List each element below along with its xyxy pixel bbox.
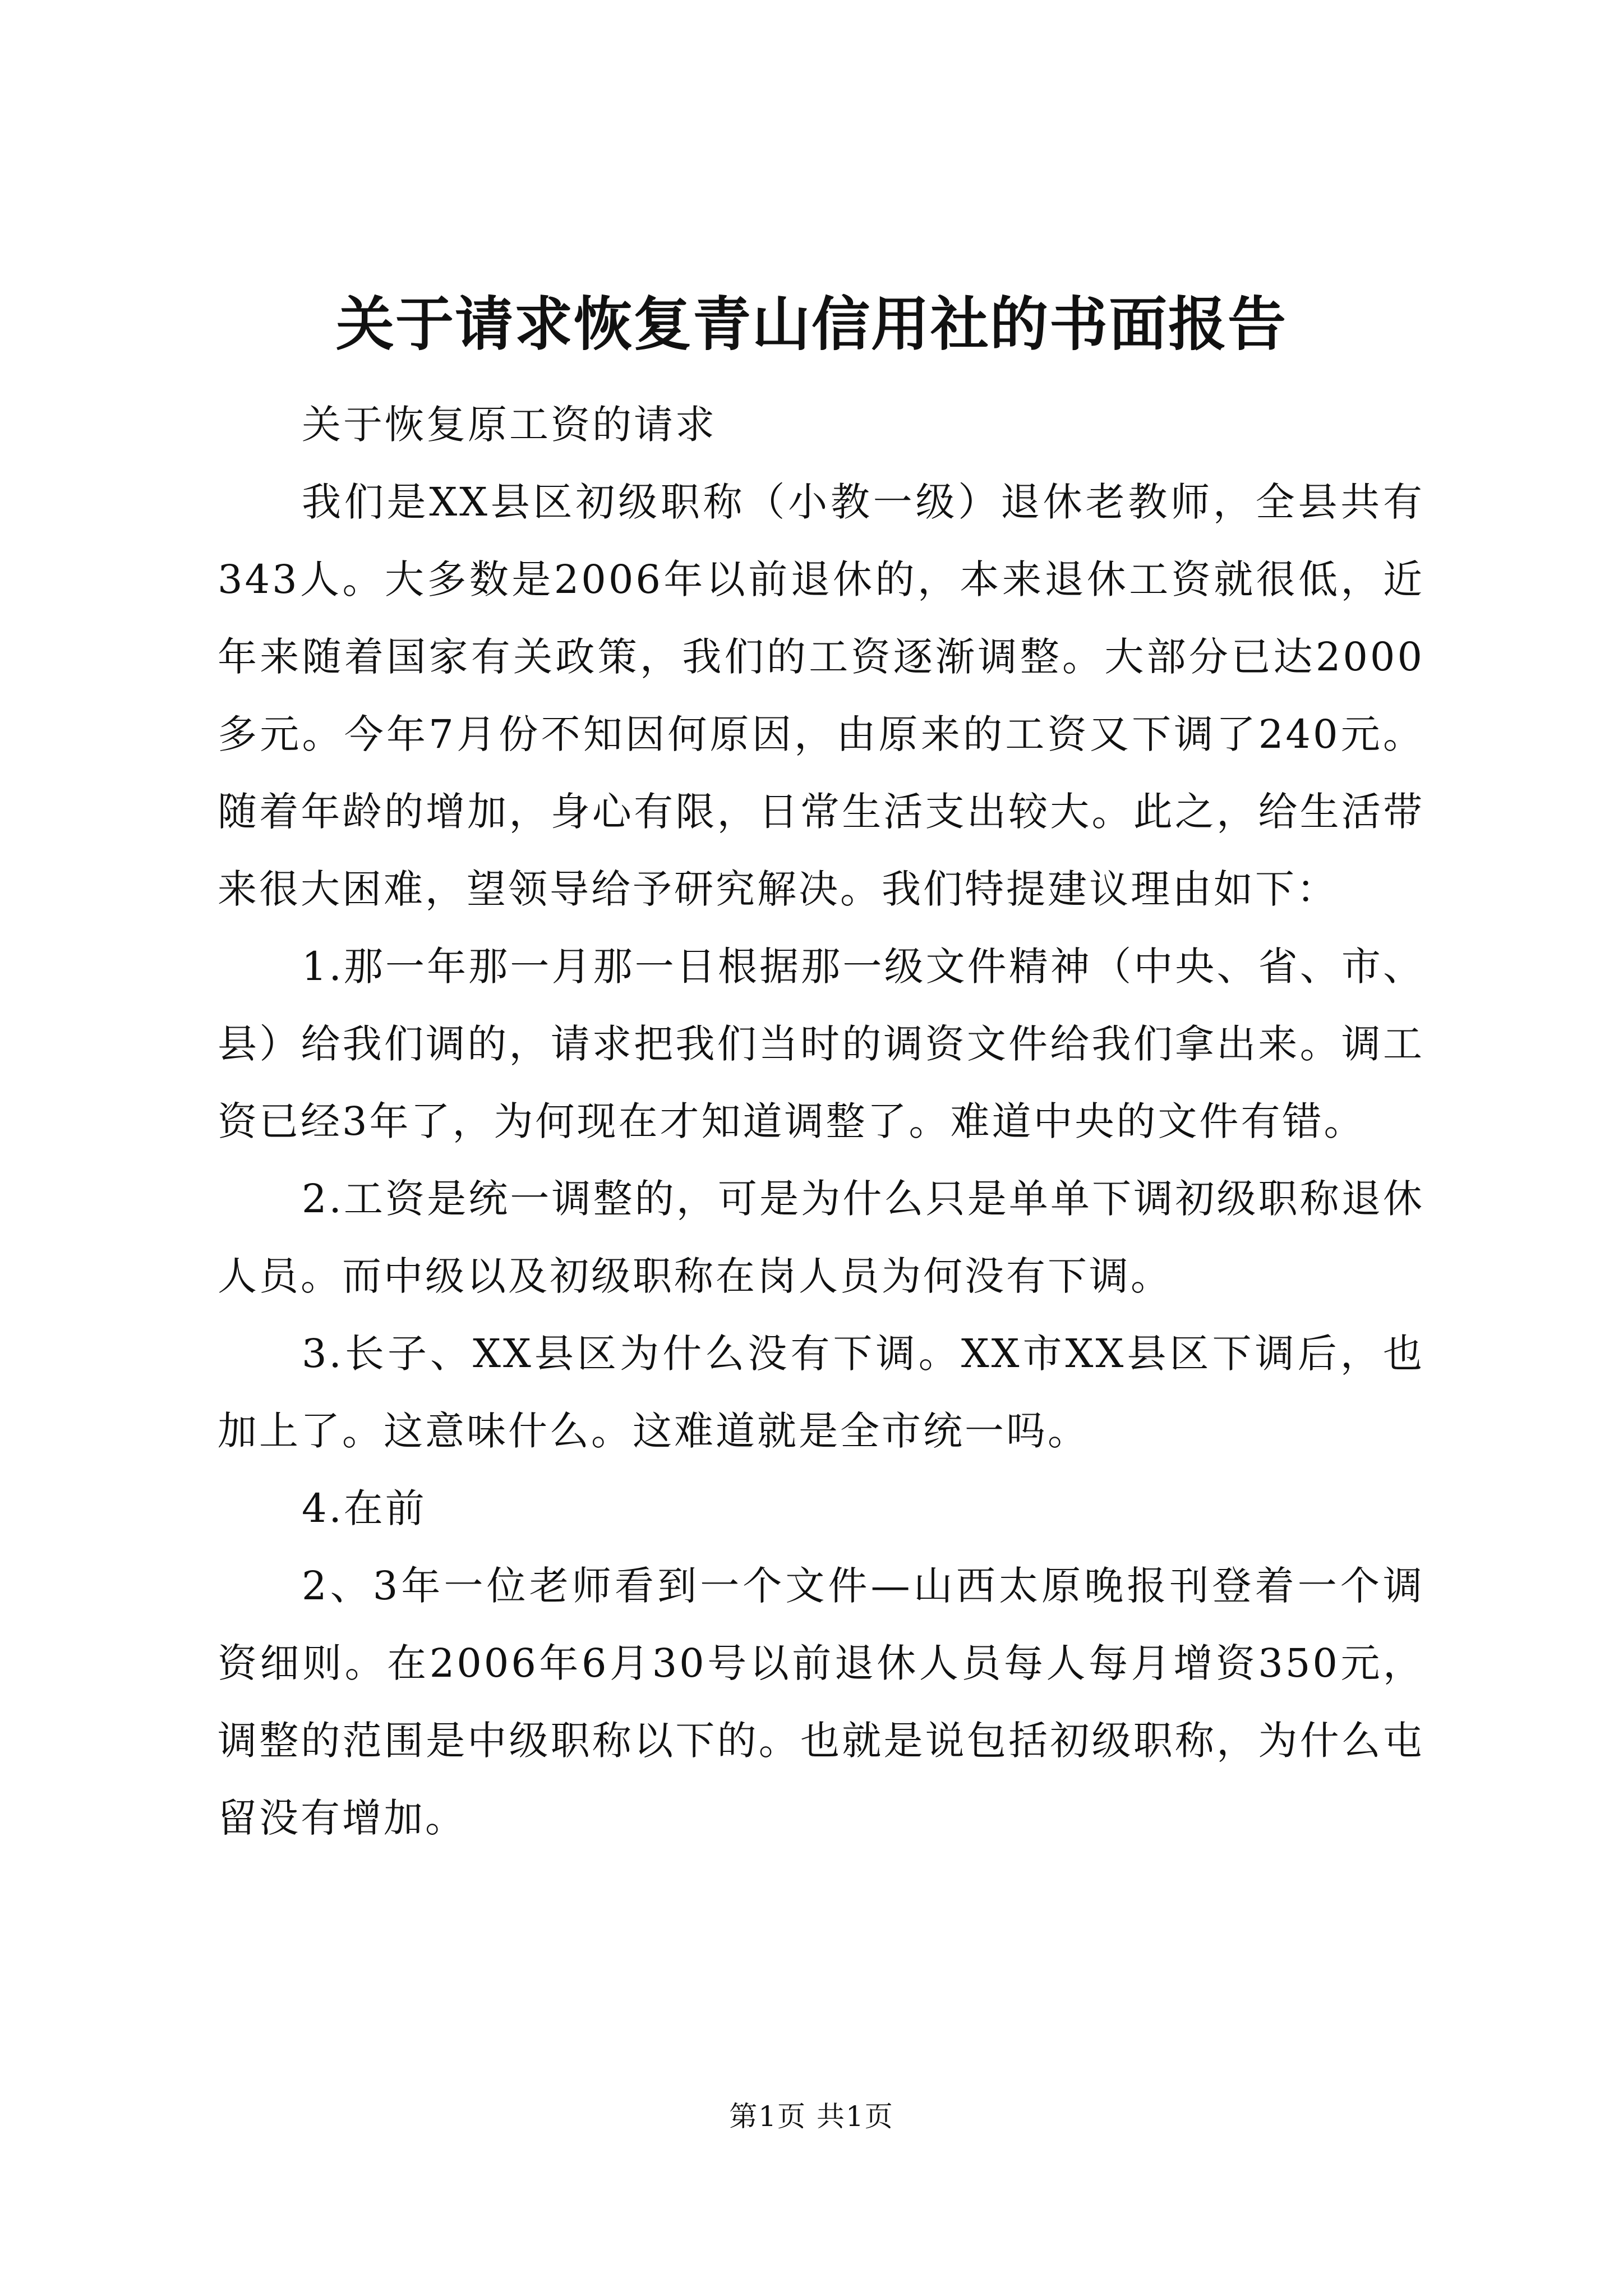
paragraph-point-2: 2.工资是统一调整的，可是为什么只是单单下调初级职称退休人员。而中级以及初级职称在岗人员为何没有下调。 <box>218 1176 1424 1299</box>
paragraph-intro: 我们是XX县区初级职称（小教一级）退休老教师，全县共有343人。大多数是2006年以前退休的，本来退休工资就很低，近年来随着国家有关政策，我们的工资逐渐调整。大部分已达2000多元。今年7月份不知因何原因，由原来的工资又下调了240元。随着年龄的增加，身心有限，日常生活支出较大。此之，给生活带来很大困难，望领导给予研究解决。我们特提建议理由如下： <box>218 479 1424 912</box>
paragraph-subtitle: 关于恢复原工资的请求 <box>302 402 717 448</box>
paragraph-point-4: 4.在前 <box>302 1485 427 1531</box>
page-footer: 第1页 共1页 <box>729 2100 894 2133</box>
paragraph-point-1: 1.那一年那一月那一日根据那一级文件精神（中央、省、市、县）给我们调的，请求把我们当时的调资文件给我们拿出来。调工资已经3年了，为何现在才知道调整了。难道中央的文件有错。 <box>218 944 1424 1144</box>
paragraph-point-3: 3.长子、XX县区为什么没有下调。XX市XX县区下调后，也加上了。这意味什么。这难道就是全市统一吗。 <box>218 1331 1424 1454</box>
document-body <box>218 386 1424 1857</box>
paragraph-point-4-detail: 2、3年一位老师看到一个文件—山西太原晚报刊登着一个调资细则。在2006年6月30号以前退休人员每人每月增资350元，调整的范围是中级职称以下的。也就是说包括初级职称，为什么屯留没有增加。 <box>218 1563 1424 1841</box>
document-title: 关于请求恢复青山信用社的书面报告 <box>335 289 1287 358</box>
